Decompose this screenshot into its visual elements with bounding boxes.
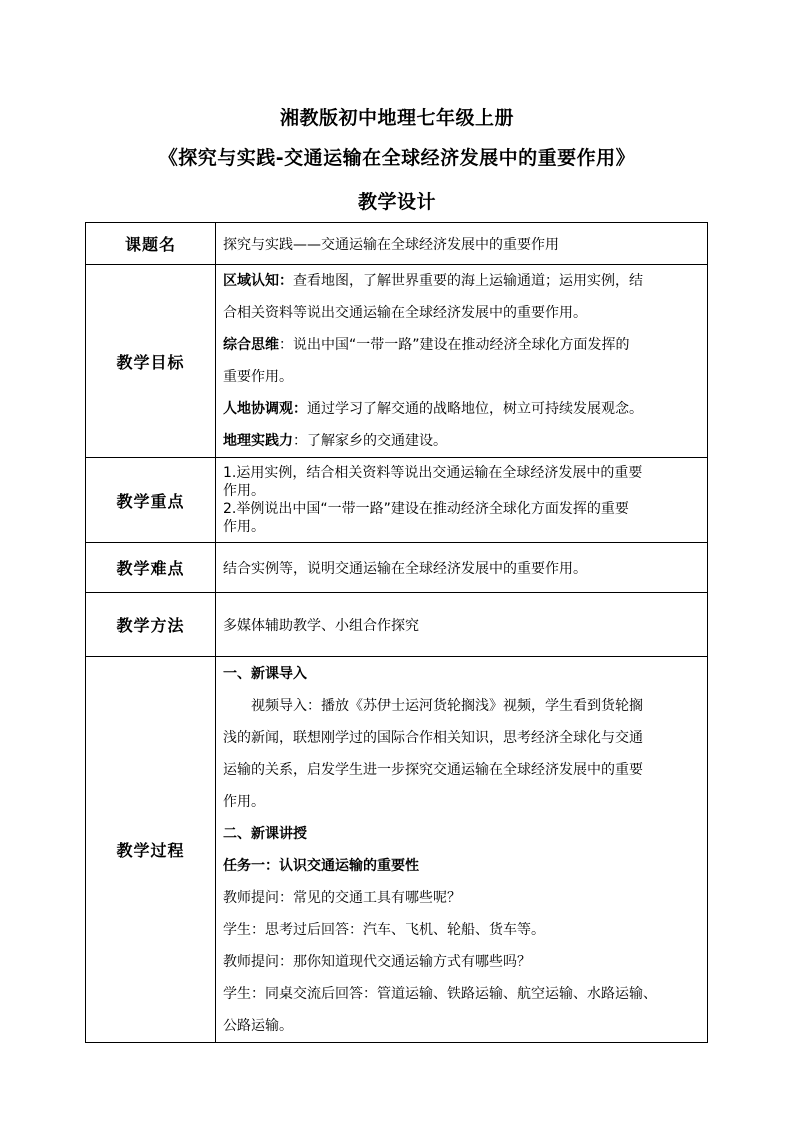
table-row-key-points [86,458,708,543]
goal-key: 综合思维 [223,337,279,353]
key-point-line: 2.举例说出中国“一带一路”建设在推动经济全球化方面发挥的重要 [223,501,629,517]
dialogue-line: 教师提问：那你知道现代交通运输方式有哪些吗？ [223,954,531,970]
table-row-topic [86,223,708,265]
row-label-difficulties: 教学难点 [86,543,216,593]
goal-item-1-line-2 [223,297,703,329]
goal-key: 人地协调观： [223,401,307,417]
key-point-line: 作用。 [223,519,265,535]
goal-text: 合相关资料等说出交通运输在全球经济发展中的重要作用。 [223,305,587,321]
table-row-methods [86,593,708,657]
goal-text: ：说出中国“一带一路”建设在推动经济全球化方面发挥的 [279,337,630,353]
goal-item-1-line-1 [223,265,703,297]
dialogue-line: 公路运输。 [223,1018,293,1034]
row-label-goals: 教学目标 [86,265,216,458]
methods-value: 多媒体辅助教学、小组合作探究 [216,593,708,657]
row-label-key-points: 教学重点 [86,458,216,543]
topic-value: 探究与实践——交通运输在全球经济发展中的重要作用 [216,223,708,265]
key-point-line: 作用。 [223,483,265,499]
goals-content [216,265,708,458]
goal-text: 通过学习了解交通的战略地位，树立可持续发展观念。 [307,401,643,417]
task-heading: 任务一：认识交通运输的重要性 [223,858,419,874]
doc-title-line-3: 教学设计 [357,191,436,213]
dialogue-line: 教师提问：常见的交通工具有哪些呢？ [223,890,461,906]
goal-item-4 [223,425,703,457]
lesson-plan-table [85,222,708,1043]
goal-key: 地理实践力 [223,433,293,449]
key-point-line: 1.运用实例，结合相关资料等说出交通运输在全球经济发展中的重要 [223,465,643,481]
section-heading-teaching: 二、新课讲授 [223,826,307,842]
dialogue-line: 学生：同桌交流后回答：管道运输、铁路运输、航空运输、水路运输、 [223,986,657,1002]
key-points-content [216,458,708,543]
row-label-process: 教学过程 [86,657,216,1043]
doc-title-line-2: 《探究与实践-交通运输在全球经济发展中的重要作用》 [158,147,636,169]
goal-text: 查看地图，了解世界重要的海上运输通道；运用实例，结 [293,273,643,289]
table-row-process [86,657,708,1043]
difficulties-value: 结合实例等，说明交通运输在全球经济发展中的重要作用。 [216,543,708,593]
goal-item-2-line-1 [223,329,703,361]
goal-key: 区域认知： [223,273,293,289]
intro-paragraph-line: 作用。 [223,794,265,810]
section-heading-intro: 一、新课导入 [223,666,307,682]
row-label-topic: 课题名 [86,223,216,265]
process-content [216,657,708,1043]
table-row-difficulties [86,543,708,593]
doc-title-line-1: 湘教版初中地理七年级上册 [279,107,514,129]
intro-paragraph-line: 运输的关系，启发学生进一步探究交通运输在全球经济发展中的重要 [223,762,643,778]
intro-paragraph-line: 视频导入：播放《苏伊士运河货轮搁浅》视频，学生看到货轮搁 [251,698,643,714]
intro-paragraph-line: 浅的新闻，联想刚学过的国际合作相关知识，思考经济全球化与交通 [223,730,643,746]
goal-text: ：了解家乡的交通建设。 [293,433,447,449]
goal-item-3 [223,393,703,425]
goal-item-2-line-2 [223,361,703,393]
dialogue-line: 学生：思考过后回答：汽车、飞机、轮船、货车等。 [223,922,545,938]
row-label-methods: 教学方法 [86,593,216,657]
table-row-goals [86,265,708,458]
goal-text: 重要作用。 [223,369,293,385]
